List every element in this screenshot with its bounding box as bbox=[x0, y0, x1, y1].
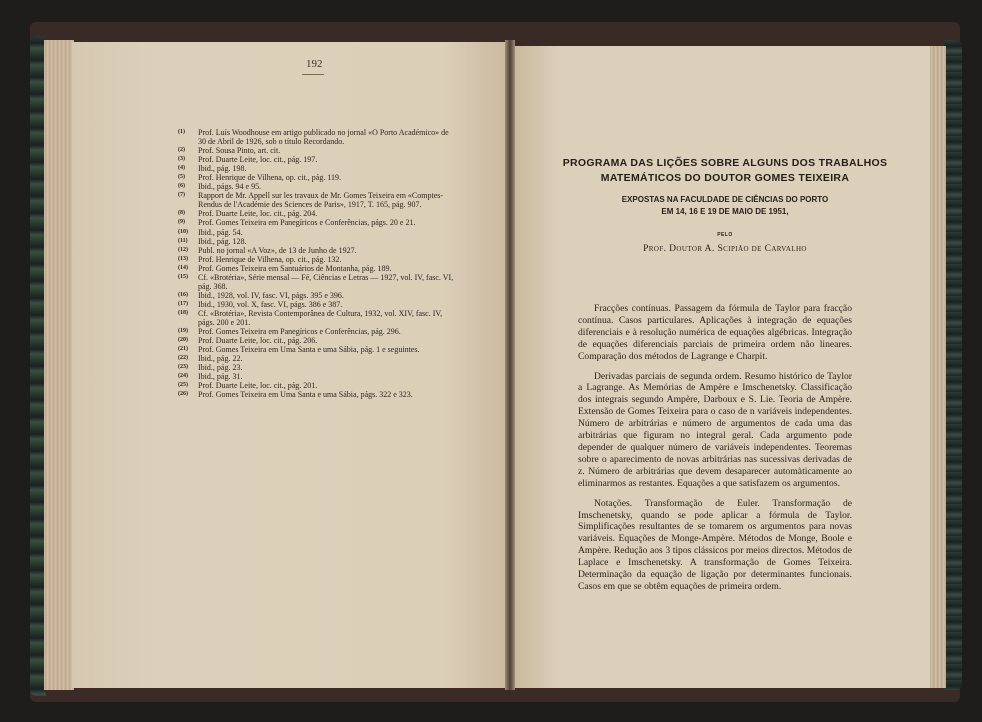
footnote bbox=[178, 390, 458, 399]
page-number-rule bbox=[302, 74, 324, 75]
footnote-number: (9) bbox=[178, 219, 185, 226]
paragraph: Fracções contínuas. Passagem da fórmula de Taylor para fracção contínua. Casos particulares. Aplicações à integração de equações diferenciais e à resolução numérica de equações algébricas. Integração de equações diferenciais parciais de primeira ordem não lineares. Comparação dos métodos de Lagrange e Charpit. bbox=[578, 303, 852, 362]
footnote-number: (13) bbox=[178, 255, 188, 262]
footnote-text: Ibid., pág. 23. bbox=[198, 363, 243, 373]
footnote-number: (16) bbox=[178, 291, 188, 298]
footnote-text: Prof. Gomes Teixeira em Uma Santa e uma Sábia, págs. 322 e 323. bbox=[198, 390, 413, 400]
paragraph: Notações. Transformação de Euler. Transformação de Imschenetsky, quando se pode aplicar a fórmula de Taylor. Simplificações resultantes de se tomarem os argumentos para novas variáveis. Equações de Monge-Ampère. Métodos de Monge, Boole e Ampère. Redução aos 3 tipos clássicos por meios directos. Métodos de Laplace e Imschenetsky. A transformação de Gomes Teixeira. Determinação da equação de ligação por determinantes funcionais. Casos em que se obtêm equações de primeira ordem. bbox=[578, 497, 852, 592]
paragraph: Derivadas parciais de segunda ordem. Resumo histórico de Taylor a Lagrange. As Memórias de Ampère e Imschenetsky. Classificação dos integrais segundo Ampère, Darboux e S. Lie. Teoria de Ampère. Extensão de Gomes Teixeira para o caso de n variáveis independentes. Número de arbitrárias e número de argumentos de cada uma das arbitrárias que figuram no integral geral. Cada argumento pode depender de qualquer número de variáveis independentes. Teoremas sobre o aparecimento de novas arbitrárias nas sucessivas derivadas de z. Número de arbitrárias que devem desaparecer automàticamente ao eliminarmos as restantes. Equações a que satisfazem os argumentos. bbox=[578, 370, 852, 489]
footnote-text: Ibid., pág. 22. bbox=[198, 354, 243, 364]
title-line-2: MATEMÁTICOS DO DOUTOR GOMES TEIXEIRA bbox=[600, 172, 850, 184]
footnote-number: (4) bbox=[178, 165, 185, 172]
footnote bbox=[178, 309, 458, 327]
footnotes-list bbox=[178, 128, 458, 399]
footnote-text: Prof. Duarte Leite, loc. cit., pág. 197. bbox=[198, 155, 318, 165]
footnote bbox=[178, 255, 458, 264]
footnote-text: Ibid., pág. 128. bbox=[198, 236, 247, 246]
footnote-text: Prof. Luís Woodhouse em artigo publicado no jornal «O Porto Académico» de 30 de Abril de 1926, sob o título Recordando. bbox=[198, 128, 449, 147]
footnote-text: Prof. Gomes Teixeira em Santuários de Montanha, pág. 189. bbox=[198, 263, 392, 273]
footnote-number: (5) bbox=[178, 174, 185, 181]
footnote-number: (2) bbox=[178, 147, 185, 154]
author-name: Prof. Doutor A. Scipião de Carvalho bbox=[643, 244, 807, 254]
footnote-number: (14) bbox=[178, 264, 188, 271]
footnote bbox=[178, 336, 458, 345]
footnote-number: (11) bbox=[178, 237, 188, 244]
footnote bbox=[178, 146, 458, 155]
footnote-number: (15) bbox=[178, 273, 188, 280]
lecture-body-text bbox=[578, 303, 852, 601]
footnote bbox=[178, 209, 458, 218]
footnote bbox=[178, 128, 458, 146]
footnote bbox=[178, 300, 458, 309]
footnote-text: Ibid., pág. 31. bbox=[198, 372, 243, 382]
footnote bbox=[178, 354, 458, 363]
footnote bbox=[178, 182, 458, 191]
footnote-number: (19) bbox=[178, 328, 188, 335]
footnote bbox=[178, 264, 458, 273]
footnote-text: Ibid., 1928, vol. IV, fasc. VI, págs. 395 e 396. bbox=[198, 290, 344, 300]
footnote bbox=[178, 246, 458, 255]
footnote bbox=[178, 191, 458, 209]
footnote-number: (8) bbox=[178, 210, 185, 217]
footnote-text: Ibid., pág. 198. bbox=[198, 164, 247, 174]
footnote-text: Ibid., 1930, vol. X, fasc. VI, págs. 386 e 387. bbox=[198, 299, 343, 309]
footnote-number: (20) bbox=[178, 337, 188, 344]
footnote-number: (22) bbox=[178, 355, 188, 362]
footnote bbox=[178, 237, 458, 246]
footnote bbox=[178, 228, 458, 237]
footnote-text: Prof. Gomes Teixeira em Panegíricos e Conferências, pág. 296. bbox=[198, 327, 401, 337]
lecture-title-block bbox=[560, 156, 890, 254]
footnote-number: (23) bbox=[178, 364, 188, 371]
footnote-number: (21) bbox=[178, 346, 188, 353]
footnote-number: (1) bbox=[178, 129, 185, 135]
book-gutter bbox=[505, 40, 515, 690]
footnote-number: (3) bbox=[178, 156, 185, 163]
footnote bbox=[178, 164, 458, 173]
footnote-text: Publ. no jornal «A Voz», de 13 de Junho de 1927. bbox=[198, 245, 357, 255]
title-line-1: PROGRAMA DAS LIÇÕES SOBRE ALGUNS DOS TRABALHOS bbox=[562, 157, 888, 169]
footnote-number: (17) bbox=[178, 300, 188, 307]
footnote-number: (12) bbox=[178, 246, 188, 253]
subtitle-line-1: EXPOSTAS NA FACULDADE DE CIÊNCIAS DO PORTO bbox=[621, 195, 829, 204]
footnote-text: Prof. Henrique de Vilhena, op. cit., pág. 132. bbox=[198, 254, 342, 264]
footnote-text: Prof. Sousa Pinto, art. cit. bbox=[198, 146, 281, 156]
footnote-text: Ibid., págs. 94 e 95. bbox=[198, 182, 262, 192]
footnote-text: Prof. Duarte Leite, loc. cit., pág. 204. bbox=[198, 209, 318, 219]
footnote-text: Prof. Duarte Leite, loc. cit., pág. 206. bbox=[198, 336, 318, 346]
footnote-number: (6) bbox=[178, 183, 185, 190]
footnote bbox=[178, 173, 458, 182]
footnote bbox=[178, 327, 458, 336]
footnote bbox=[178, 345, 458, 354]
footnote bbox=[178, 273, 458, 291]
footnote bbox=[178, 372, 458, 381]
footnote-text: Rapport de Mr. Appell sur les travaux de Mr. Gomes Teixeira em «Comptes-Rendus de l'Académie des Sciences de Paris», 1917, T. 165, pág. 907. bbox=[198, 191, 444, 210]
footnote-number: (18) bbox=[178, 309, 188, 316]
subtitle-line-2: EM 14, 16 E 19 DE MAIO DE 1951, bbox=[661, 207, 789, 216]
footnote-text: Prof. Gomes Teixeira em Uma Santa e uma Sábia, pág. 1 e seguintes. bbox=[198, 345, 420, 355]
cover-marbled-edge-right bbox=[944, 40, 962, 690]
page-number: 192 bbox=[306, 58, 323, 70]
footnote-text: Prof. Gomes Teixeira em Panegíricos e Conferências, págs. 20 e 21. bbox=[198, 218, 416, 228]
page-stack-right bbox=[928, 46, 946, 688]
page-stack-left bbox=[44, 40, 74, 690]
footnote-text: Ibid., pág. 54. bbox=[198, 227, 243, 237]
footnote bbox=[178, 381, 458, 390]
footnote-number: (26) bbox=[178, 391, 188, 398]
footnote-number: (25) bbox=[178, 382, 188, 389]
footnote-text: Cf. «Brotéria», Revista Contemporânea de Cultura, 1932, vol. XIV, fasc. IV, págs. 200 e 201. bbox=[198, 308, 443, 327]
footnote bbox=[178, 291, 458, 300]
by-label: PELO bbox=[717, 232, 733, 238]
footnote-number: (7) bbox=[178, 192, 185, 199]
footnote-text: Prof. Henrique de Vilhena, op. cit., pág. 119. bbox=[198, 173, 342, 183]
footnote-number: (10) bbox=[178, 228, 188, 235]
footnote bbox=[178, 363, 458, 372]
footnote-text: Prof. Duarte Leite, loc. cit., pág. 201. bbox=[198, 381, 318, 391]
footnote-number: (24) bbox=[178, 373, 188, 380]
footnote bbox=[178, 155, 458, 164]
footnote-text: Cf. «Brotéria», Série mensal — Fé, Ciências e Letras — 1927, vol. IV, fasc. VI, pág. 368. bbox=[198, 272, 454, 291]
footnote bbox=[178, 218, 458, 227]
